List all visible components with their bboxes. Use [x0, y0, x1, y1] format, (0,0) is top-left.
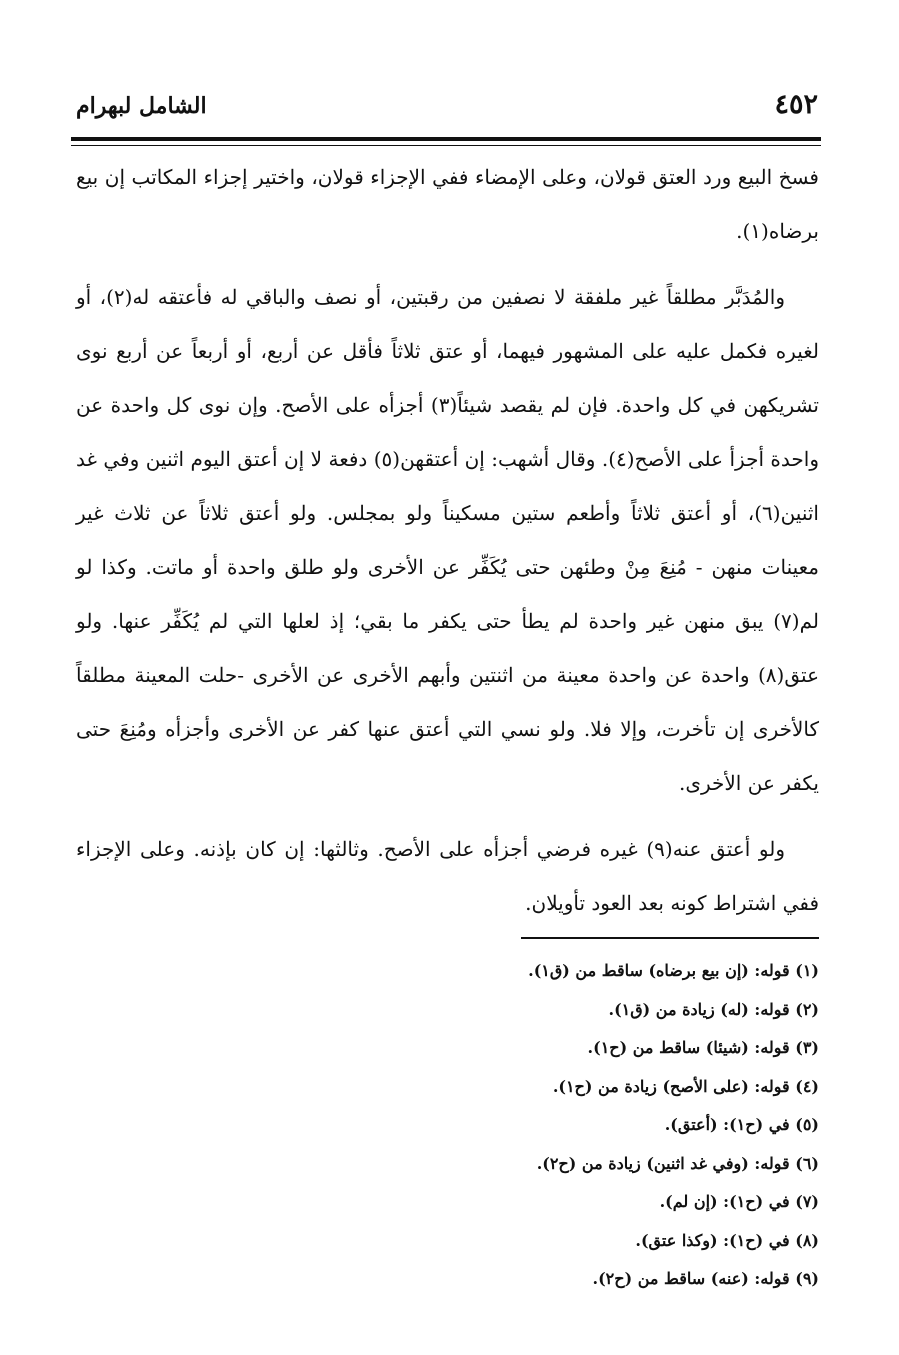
running-title: الشامل لبهرام: [76, 93, 207, 119]
footnote-separator: [521, 937, 819, 939]
main-text: [76, 150, 819, 942]
footnote-3: (٣) قوله: (شيئا) ساقط من (ح١).: [587, 1038, 819, 1057]
footnote-9: (٩) قوله: (عنه) ساقط من (ح٢).: [592, 1269, 819, 1288]
header-rule-thin: [71, 145, 821, 146]
paragraph-2: والمُدَبَّر مطلقاً غير ملفقة لا نصفين من رقبتين، أو نصف والباقي له فأعتقه له(٢)، أو لغيره فكمل عليه على المشهور فيهما، أو عتق ثلاثاً فأقل عن أربع، أو أربعاً عن أربع نوى تشريكهن في كل واحدة. فإن لم يقصد شيئاً(٣) أجزأه على الأصح. وإن نوى كل واحدة عن واحدة أجزأ على الأصح(٤). وقال أشهب: إن أعتقهن(٥) دفعة لا إن أعتق اليوم اثنين وفي غد اثنين(٦)، أو أعتق ثلاثاً وأطعم ستين مسكيناً ولو بمجلس. ولو أعتق ثلاثاً عن ثلاث غير معينات منهن - مُنِعَ مِنْ وطئهن حتى يُكَفِّر عن الأخرى ولو طلق واحدة أو ماتت. وكذا لو لم(٧) يبق منهن غير واحدة لم يطأ حتى يكفر ما بقي؛ إذ لعلها التي لم يُكَفِّر عنها. ولو عتق(٨) واحدة عن واحدة معينة من اثنتين وأبهم الأخرى عن الأخرى -حلت المعينة مطلقاً كالأخرى إن تأخرت، وإلا فلا. ولو نسي التي أعتق عنها كفر عن الأخرى وأجزأه ومُنِعَ حتى يكفر عن الأخرى.: [76, 285, 820, 795]
page-number: ٤٥٢: [774, 89, 818, 120]
footnote-2: (٢) قوله: (له) زيادة من (ق١).: [608, 999, 819, 1019]
footnotes: [200, 952, 819, 1299]
paragraph-3: ولو أعتق عنه(٩) غيره فرضي أجزأه على الأصح. وثالثها: إن كان بإذنه. وعلى الإجزاء ففي اشتراط كونه بعد العود تأويلان.: [76, 837, 819, 915]
paragraph-1: فسخ البيع ورد العتق قولان، وعلى الإمضاء ففي الإجزاء قولان، واختير إجزاء المكاتب إن بيع برضاه(١).: [76, 165, 819, 243]
footnote-5: (٥) في (ح١): (أعتق).: [664, 1115, 819, 1134]
footnote-8: (٨) في (ح١): (وكذا عتق).: [635, 1230, 819, 1250]
footnote-4: (٤) قوله: (على الأصح) زيادة من (ح١).: [552, 1076, 819, 1096]
footnote-7: (٧) في (ح١): (إن لم).: [659, 1192, 819, 1211]
page-header: [76, 88, 818, 132]
header-rule-thick: [71, 137, 821, 141]
footnote-6: (٦) قوله: (وفي غد اثنين) زيادة من (ح٢).: [536, 1153, 819, 1173]
footnote-1: (١) قوله: (إن بيع برضاه) ساقط من (ق١).: [528, 961, 819, 980]
